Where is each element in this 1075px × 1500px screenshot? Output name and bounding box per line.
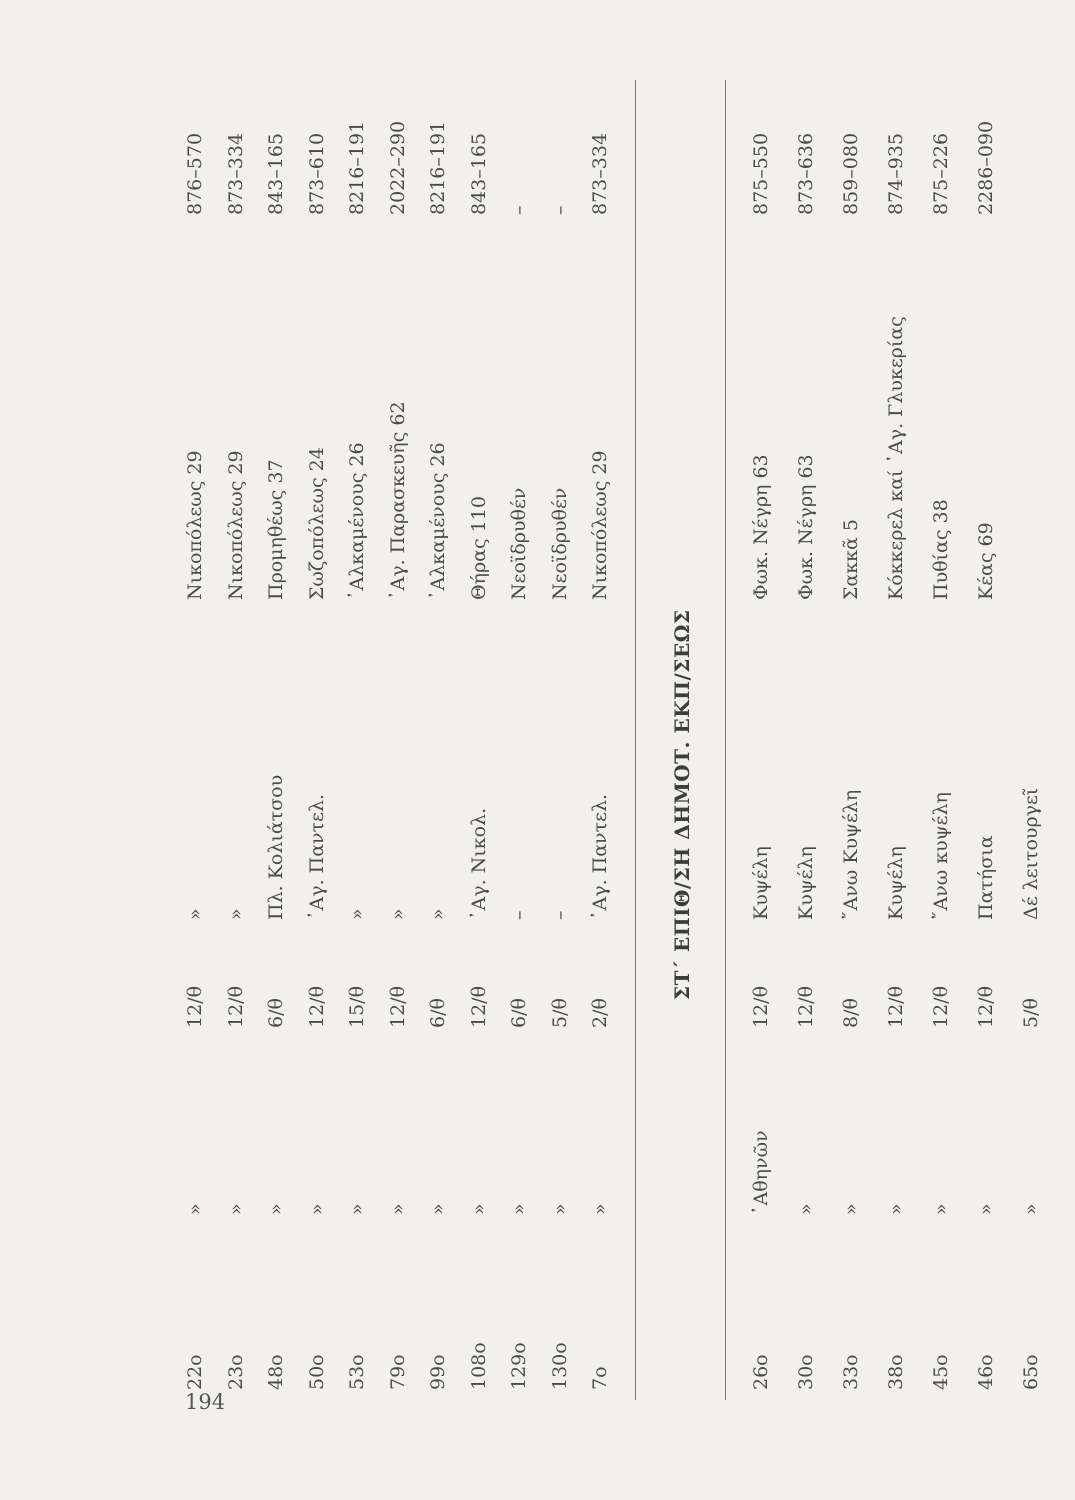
section-divider-top bbox=[635, 80, 636, 1400]
cell-area: » bbox=[930, 1203, 952, 1215]
cell-area: » bbox=[265, 1203, 287, 1215]
cell-code: 50ο bbox=[305, 1354, 328, 1390]
cell-locality: » bbox=[184, 908, 206, 920]
section-divider-bottom bbox=[725, 80, 726, 1400]
cell-code: 129ο bbox=[508, 1342, 530, 1390]
cell-grade: 12/θ bbox=[930, 985, 952, 1028]
cell-code: 26ο bbox=[750, 1354, 772, 1390]
table-row bbox=[177, 80, 213, 1400]
cell-phone: 873–334 bbox=[224, 132, 247, 215]
cell-code: 23ο bbox=[224, 1354, 247, 1390]
cell-area: » bbox=[305, 1203, 328, 1215]
page-number: 194 bbox=[185, 1390, 226, 1414]
cell-locality: – bbox=[548, 910, 571, 920]
cell-locality: Κυψέλη bbox=[885, 846, 907, 920]
cell-code: 30ο bbox=[795, 1354, 817, 1390]
cell-code: 45ο bbox=[930, 1354, 952, 1390]
cell-grade: 12/θ bbox=[750, 985, 772, 1028]
cell-street: ᾿Αλκαμένους 26 bbox=[346, 442, 368, 600]
table-row bbox=[968, 80, 1004, 1400]
cell-code: 48ο bbox=[265, 1354, 287, 1390]
cell-locality: ᾿Αγ. Παντελ. bbox=[305, 793, 328, 920]
cell-street: Κόκκερελ καί ῾Αγ. Γλυκερίας bbox=[885, 316, 907, 600]
cell-locality: ῎Ανω κυψέλη bbox=[930, 792, 952, 920]
cell-area: » bbox=[885, 1203, 907, 1215]
cell-street: Σακκᾶ 5 bbox=[840, 519, 862, 600]
cell-phone: 8216–191 bbox=[346, 120, 368, 215]
cell-street: Φωκ. Νέγρη 63 bbox=[750, 454, 772, 600]
table-row bbox=[878, 80, 914, 1400]
cell-phone: 2286–090 bbox=[975, 120, 997, 215]
cell-area: » bbox=[589, 1203, 611, 1215]
cell-code: 108ο bbox=[467, 1342, 490, 1390]
section-title: ΣΤ΄ ΕΠΙΘ/ΣΗ ΔΗΜΟΤ. ΕΚΠ/ΣΕΩΣ bbox=[670, 609, 694, 1000]
cell-locality: Κυψέλη bbox=[750, 846, 772, 920]
cell-grade: 6/θ bbox=[265, 998, 287, 1028]
table-row bbox=[258, 80, 294, 1400]
cell-area: » bbox=[346, 1203, 368, 1215]
cell-locality: – bbox=[508, 910, 530, 920]
cell-code: 53ο bbox=[346, 1354, 368, 1390]
cell-phone: 873–636 bbox=[795, 132, 817, 215]
cell-street: Κέας 69 bbox=[975, 522, 997, 600]
cell-street: Πυθίας 38 bbox=[930, 499, 952, 600]
cell-grade: 6/θ bbox=[427, 998, 449, 1028]
cell-locality: » bbox=[224, 908, 247, 920]
cell-area: » bbox=[508, 1203, 530, 1215]
rotated-table bbox=[165, 80, 1065, 1400]
cell-grade: 12/θ bbox=[224, 985, 247, 1028]
cell-grade: 12/θ bbox=[184, 985, 206, 1028]
cell-phone: 843–165 bbox=[265, 132, 287, 215]
cell-code: 130ο bbox=[548, 1342, 571, 1390]
cell-phone: 875–550 bbox=[750, 132, 772, 215]
table-row bbox=[218, 80, 254, 1400]
cell-grade: 12/θ bbox=[885, 985, 907, 1028]
cell-code: 79ο bbox=[386, 1354, 409, 1390]
cell-phone: 874–935 bbox=[885, 132, 907, 215]
cell-street: Θήρας 110 bbox=[467, 496, 490, 600]
cell-street: Προμηθέως 37 bbox=[265, 459, 287, 600]
cell-locality: Πατήσια bbox=[975, 835, 997, 920]
cell-grade: 5/θ bbox=[548, 998, 571, 1028]
cell-street: Νεοϊδρυθέν bbox=[508, 487, 530, 600]
cell-street: ᾿Αγ. Παρασκευῆς 62 bbox=[386, 401, 409, 600]
table-row bbox=[299, 80, 335, 1400]
cell-area: » bbox=[840, 1203, 862, 1215]
cell-street: Σωζοπόλεως 24 bbox=[305, 447, 328, 600]
table-row bbox=[788, 80, 824, 1400]
cell-grade: 5/θ bbox=[1020, 998, 1042, 1028]
cell-phone: – bbox=[548, 205, 571, 215]
cell-code: 22ο bbox=[184, 1354, 206, 1390]
table-row bbox=[339, 80, 375, 1400]
cell-phone: 873–610 bbox=[305, 132, 328, 215]
cell-area: » bbox=[427, 1203, 449, 1215]
cell-phone: – bbox=[508, 205, 530, 215]
table-row bbox=[420, 80, 456, 1400]
cell-area: ᾿Αθηνῶν bbox=[750, 1130, 772, 1215]
cell-code: 7ο bbox=[589, 1366, 611, 1390]
cell-area: » bbox=[548, 1203, 571, 1215]
cell-area: » bbox=[975, 1203, 997, 1215]
cell-street: Νικοπόλεως 29 bbox=[589, 450, 611, 600]
cell-street: Νεοϊδρυθέν bbox=[548, 487, 571, 600]
cell-phone: 2022–290 bbox=[386, 120, 409, 215]
cell-grade: 2/θ bbox=[589, 998, 611, 1028]
cell-code: 33ο bbox=[840, 1354, 862, 1390]
cell-grade: 12/θ bbox=[795, 985, 817, 1028]
cell-grade: 12/θ bbox=[386, 985, 409, 1028]
cell-area: » bbox=[795, 1203, 817, 1215]
cell-grade: 8/θ bbox=[840, 998, 862, 1028]
table-row bbox=[833, 80, 869, 1400]
cell-code: 46ο bbox=[975, 1354, 997, 1390]
table-row bbox=[743, 80, 779, 1400]
cell-phone: 875–226 bbox=[930, 132, 952, 215]
cell-grade: 12/θ bbox=[975, 985, 997, 1028]
cell-locality: » bbox=[427, 908, 449, 920]
cell-locality: Δέ λειτουργεῖ bbox=[1020, 787, 1042, 920]
cell-locality: ῎Ανω Κυψέλη bbox=[840, 789, 862, 920]
cell-phone: 843–165 bbox=[467, 132, 490, 215]
cell-grade: 12/θ bbox=[305, 985, 328, 1028]
cell-grade: 12/θ bbox=[467, 985, 490, 1028]
table-row bbox=[1013, 80, 1049, 1400]
cell-area: » bbox=[467, 1203, 490, 1215]
cell-phone: 859–080 bbox=[840, 132, 862, 215]
cell-code: 38ο bbox=[885, 1354, 907, 1390]
table-row bbox=[542, 80, 578, 1400]
table-row bbox=[461, 80, 497, 1400]
table-row bbox=[582, 80, 618, 1400]
cell-locality: Πλ. Κολιάτσου bbox=[265, 774, 287, 920]
cell-street: ᾿Αλκαμένους 26 bbox=[427, 442, 449, 600]
cell-area: » bbox=[224, 1203, 247, 1215]
cell-grade: 15/θ bbox=[346, 985, 368, 1028]
cell-phone: 876–570 bbox=[184, 132, 206, 215]
table-row bbox=[923, 80, 959, 1400]
cell-locality: ᾿Αγ. Παντελ. bbox=[589, 793, 611, 920]
cell-locality: ᾿Αγ. Νικολ. bbox=[467, 807, 490, 920]
table-row bbox=[380, 80, 416, 1400]
cell-code: 99ο bbox=[427, 1354, 449, 1390]
cell-street: Νικοπόλεως 29 bbox=[224, 450, 247, 600]
cell-street: Φωκ. Νέγρη 63 bbox=[795, 454, 817, 600]
cell-grade: 6/θ bbox=[508, 998, 530, 1028]
cell-locality: » bbox=[346, 908, 368, 920]
cell-area: » bbox=[184, 1203, 206, 1215]
table-row bbox=[501, 80, 537, 1400]
cell-locality: » bbox=[386, 908, 409, 920]
cell-area: » bbox=[1020, 1203, 1042, 1215]
cell-phone: 873–334 bbox=[589, 132, 611, 215]
cell-street: Νικοπόλεως 29 bbox=[184, 450, 206, 600]
cell-locality: Κυψέλη bbox=[795, 846, 817, 920]
cell-code: 65ο bbox=[1020, 1354, 1042, 1390]
cell-area: » bbox=[386, 1203, 409, 1215]
cell-phone: 8216–191 bbox=[427, 120, 449, 215]
